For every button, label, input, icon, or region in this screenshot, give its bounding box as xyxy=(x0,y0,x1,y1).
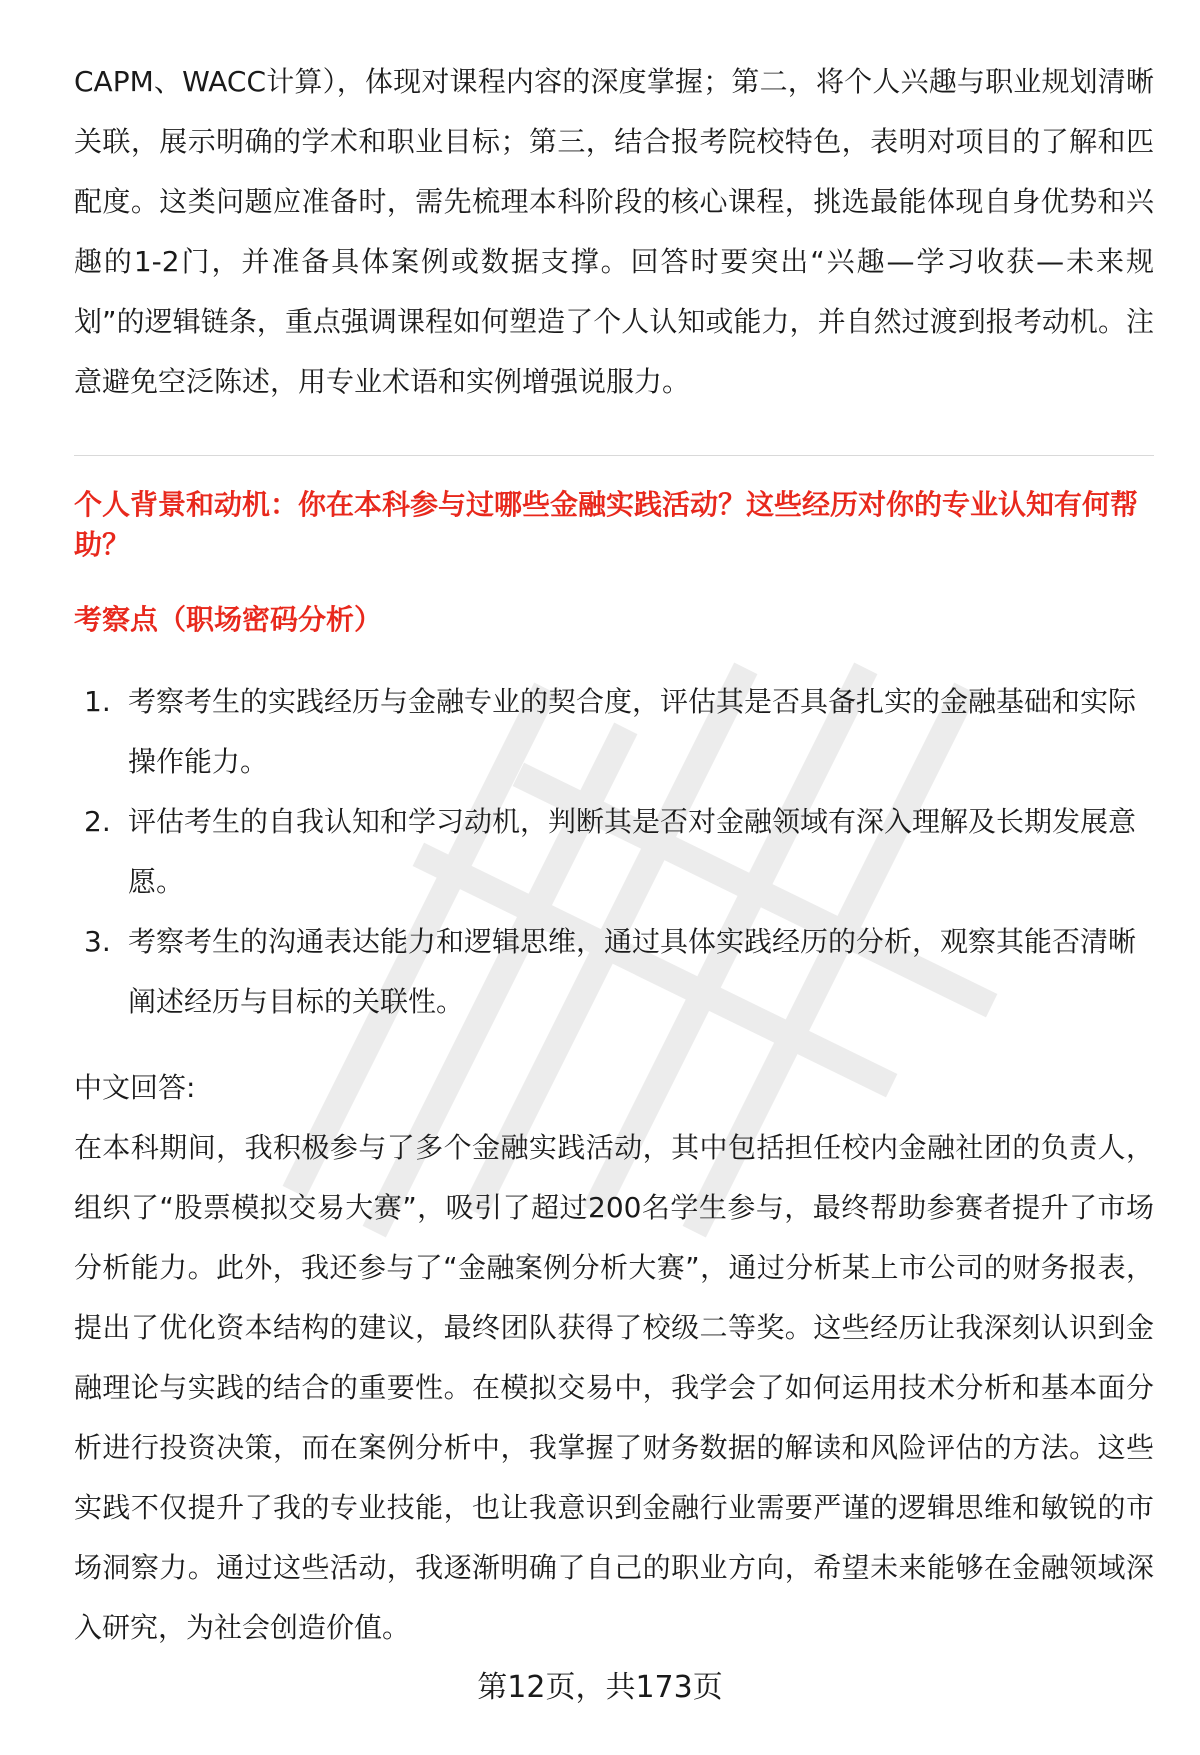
list-item-text: 评估考生的自我认知和学习动机，判断其是否对金融领域有深入理解及长期发展意愿。 xyxy=(128,805,1137,898)
list-item xyxy=(74,912,1154,1032)
document-page xyxy=(74,52,1154,412)
answer-label: 中文回答: xyxy=(74,1071,196,1104)
intro-paragraph: CAPM、WACC计算），体现对课程内容的深度掌握；第二，将个人兴趣与职业规划清晰关联，展示明确的学术和职业目标；第三，结合报考院校特色，表明对项目的了解和匹配度。这类问题应准备时，需先梳理本科阶段的核心课程，挑选最能体现自身优势和兴趣的1-2门，并准备具体案例或数据支撑。回答时要突出“兴趣—学习收获—未来规划”的逻辑链条，重点强调课程如何塑造了个人认知或能力，并自然过渡到报考动机。注意避免空泛陈述，用专业术语和实例增强说服力。 xyxy=(74,65,1154,398)
assessment-points-label: 考察点（职场密码分析） xyxy=(74,603,383,636)
list-item-number: 2. xyxy=(84,805,111,838)
section-divider xyxy=(74,455,1154,456)
question-heading: 个人背景和动机：你在本科参与过哪些金融实践活动？这些经历对你的专业认知有何帮助？ xyxy=(74,488,1139,561)
list-item-text: 考察考生的实践经历与金融专业的契合度，评估其是否具备扎实的金融基础和实际操作能力。 xyxy=(128,685,1137,778)
answer-paragraph: 在本科期间，我积极参与了多个金融实践活动，其中包括担任校内金融社团的负责人，组织了“股票模拟交易大赛”，吸引了超过200名学生参与，最终帮助参赛者提升了市场分析能力。此外，我还参与了“金融案例分析大赛”，通过分析某上市公司的财务报表，提出了优化资本结构的建议，最终团队获得了校级二等奖。这些经历让我深刻认识到金融理论与实践的结合的重要性。在模拟交易中，我学会了如何运用技术分析和基本面分析进行投资决策，而在案例分析中，我掌握了财务数据的解读和风险评估的方法。这些实践不仅提升了我的专业技能，也让我意识到金融行业需要严谨的逻辑思维和敏锐的市场洞察力。通过这些活动，我逐渐明确了自己的职业方向，希望未来能够在金融领域深入研究，为社会创造价值。 xyxy=(74,1131,1154,1644)
page-number-footer: 第12页，共173页 xyxy=(477,1670,723,1705)
list-item-text: 考察考生的沟通表达能力和逻辑思维，通过具体实践经历的分析，观察其能否清晰阐述经历与目标的关联性。 xyxy=(128,925,1137,1018)
list-item-number: 1. xyxy=(84,685,111,718)
list-item-number: 3. xyxy=(84,925,111,958)
list-item xyxy=(74,792,1154,912)
list-item xyxy=(74,672,1154,792)
assessment-points-list xyxy=(74,672,1154,1032)
